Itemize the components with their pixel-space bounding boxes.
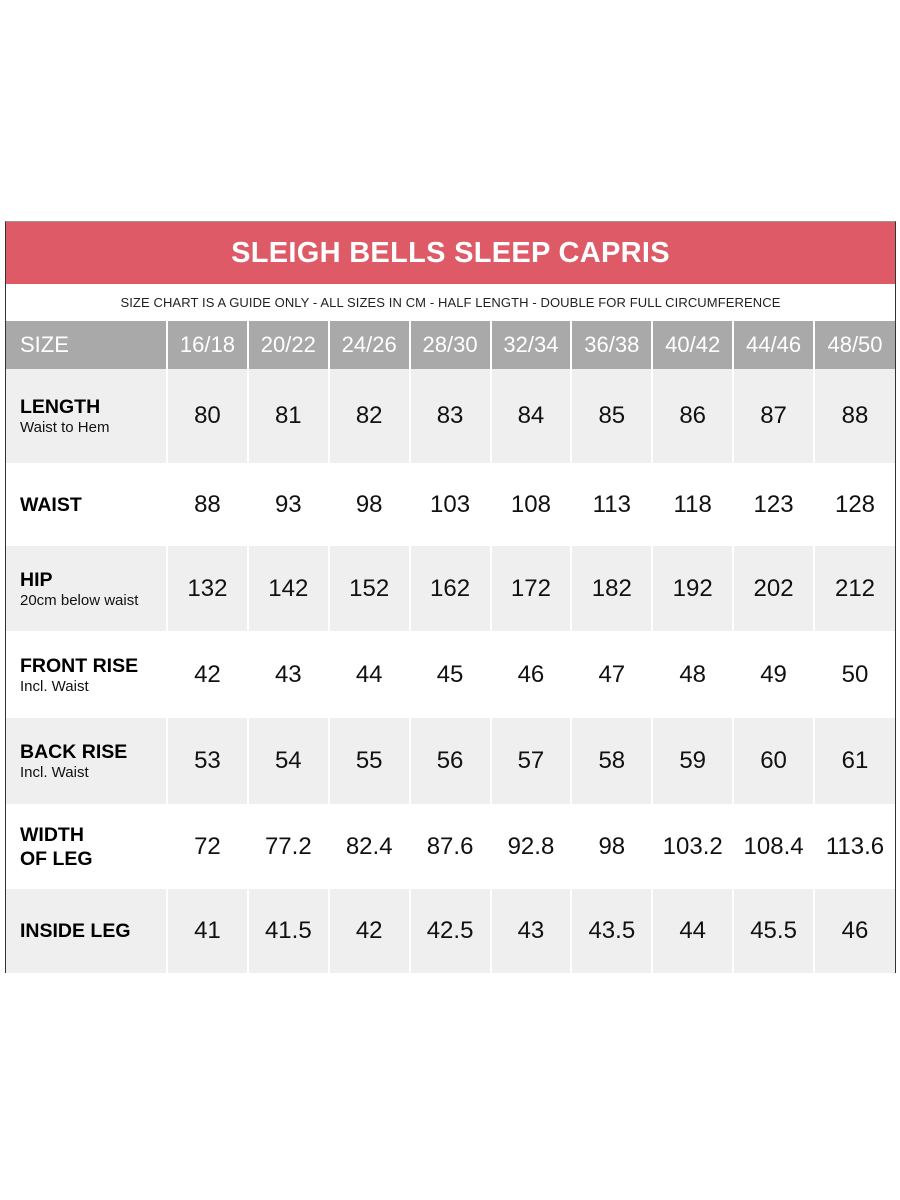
measurement-cell: 113 xyxy=(571,463,652,546)
row-label: FRONT RISE xyxy=(20,654,139,677)
measurement-cell: 108 xyxy=(491,463,572,546)
measurement-cell: 98 xyxy=(329,463,410,546)
measurement-cell: 48 xyxy=(652,631,733,718)
measurement-cell: 46 xyxy=(814,889,895,973)
measurement-cell: 46 xyxy=(491,631,572,718)
row-label: BACK RISE xyxy=(20,741,128,763)
measurement-cell: 87.6 xyxy=(410,804,491,889)
measurement-cell: 82.4 xyxy=(329,804,410,889)
measurement-cell: 42 xyxy=(329,889,410,973)
measurement-cell: 43 xyxy=(491,889,572,973)
measurement-cell: 192 xyxy=(652,546,733,631)
size-column-header: 48/50 xyxy=(814,321,895,369)
measurement-cell: 41 xyxy=(167,889,248,973)
size-column-header: 40/42 xyxy=(652,321,733,369)
size-table xyxy=(6,321,895,973)
measurement-cell: 54 xyxy=(248,718,329,804)
measurement-cell: 202 xyxy=(733,546,814,631)
row-sublabel: 20cm below waist xyxy=(20,591,139,609)
measurement-cell: 123 xyxy=(733,463,814,546)
measurement-cell: 118 xyxy=(652,463,733,546)
measurement-cell: 113.6 xyxy=(814,804,895,889)
size-column-header: 32/34 xyxy=(491,321,572,369)
measurement-cell: 47 xyxy=(571,631,652,718)
size-header: SIZE xyxy=(6,321,167,369)
table-row xyxy=(6,631,895,718)
measurement-cell: 49 xyxy=(733,631,814,718)
measurement-cell: 87 xyxy=(733,369,814,463)
row-label: INSIDE LEG xyxy=(20,920,131,942)
measurement-cell: 152 xyxy=(329,546,410,631)
measurement-cell: 72 xyxy=(167,804,248,889)
measurement-cell: 59 xyxy=(652,718,733,804)
measurement-cell: 53 xyxy=(167,718,248,804)
measurement-cell: 60 xyxy=(733,718,814,804)
size-column-header: 16/18 xyxy=(167,321,248,369)
table-row xyxy=(6,546,895,631)
chart-title: SLEIGH BELLS SLEEP CAPRIS xyxy=(6,222,895,284)
measurement-cell: 58 xyxy=(571,718,652,804)
measurement-cell: 93 xyxy=(248,463,329,546)
row-label-cell xyxy=(6,369,167,463)
row-label-cell xyxy=(6,546,167,631)
measurement-cell: 83 xyxy=(410,369,491,463)
header-row xyxy=(6,321,895,369)
measurement-cell: 212 xyxy=(814,546,895,631)
measurement-cell: 42.5 xyxy=(410,889,491,973)
measurement-cell: 92.8 xyxy=(491,804,572,889)
row-label-cell xyxy=(6,463,167,546)
measurement-cell: 108.4 xyxy=(733,804,814,889)
size-column-header: 24/26 xyxy=(329,321,410,369)
row-label: LENGTH xyxy=(20,396,101,418)
measurement-cell: 77.2 xyxy=(248,804,329,889)
measurement-cell: 43.5 xyxy=(571,889,652,973)
measurement-cell: 103.2 xyxy=(652,804,733,889)
measurement-cell: 182 xyxy=(571,546,652,631)
measurement-cell: 128 xyxy=(814,463,895,546)
measurement-cell: 86 xyxy=(652,369,733,463)
measurement-cell: 103 xyxy=(410,463,491,546)
row-label: WIDTH xyxy=(20,823,84,846)
measurement-cell: 162 xyxy=(410,546,491,631)
measurement-cell: 41.5 xyxy=(248,889,329,973)
chart-subtitle: SIZE CHART IS A GUIDE ONLY - ALL SIZES IN CM - HALF LENGTH - DOUBLE FOR FULL CIRCUMFERENCE xyxy=(120,295,781,310)
row-label-cell xyxy=(6,804,167,889)
row-label: HIP xyxy=(20,568,53,591)
measurement-cell: 98 xyxy=(571,804,652,889)
measurement-cell: 88 xyxy=(167,463,248,546)
measurement-cell: 61 xyxy=(814,718,895,804)
measurement-cell: 80 xyxy=(167,369,248,463)
table-row xyxy=(6,889,895,973)
table-row xyxy=(6,718,895,804)
row-label-cell xyxy=(6,718,167,804)
row-label-line2: OF LEG xyxy=(20,847,93,870)
table-row xyxy=(6,463,895,546)
size-column-header: 36/38 xyxy=(571,321,652,369)
measurement-cell: 172 xyxy=(491,546,572,631)
measurement-cell: 142 xyxy=(248,546,329,631)
table-row xyxy=(6,369,895,463)
table-row xyxy=(6,804,895,889)
size-column-header: 20/22 xyxy=(248,321,329,369)
row-sublabel: Incl. Waist xyxy=(20,677,89,695)
measurement-cell: 50 xyxy=(814,631,895,718)
measurement-cell: 82 xyxy=(329,369,410,463)
measurement-cell: 44 xyxy=(329,631,410,718)
size-column-header: 44/46 xyxy=(733,321,814,369)
measurement-cell: 44 xyxy=(652,889,733,973)
measurement-cell: 43 xyxy=(248,631,329,718)
measurement-cell: 56 xyxy=(410,718,491,804)
measurement-cell: 57 xyxy=(491,718,572,804)
measurement-cell: 88 xyxy=(814,369,895,463)
measurement-cell: 42 xyxy=(167,631,248,718)
row-label-cell xyxy=(6,631,167,718)
measurement-cell: 85 xyxy=(571,369,652,463)
measurement-cell: 55 xyxy=(329,718,410,804)
measurement-cell: 84 xyxy=(491,369,572,463)
row-sublabel: Incl. Waist xyxy=(20,764,89,781)
measurement-cell: 45.5 xyxy=(733,889,814,973)
size-column-header: 28/30 xyxy=(410,321,491,369)
measurement-cell: 81 xyxy=(248,369,329,463)
measurement-cell: 45 xyxy=(410,631,491,718)
row-label-cell xyxy=(6,889,167,973)
size-chart xyxy=(5,221,896,973)
table-body xyxy=(6,369,895,973)
measurement-cell: 132 xyxy=(167,546,248,631)
row-label: WAIST xyxy=(20,493,82,516)
row-sublabel: Waist to Hem xyxy=(20,419,110,436)
